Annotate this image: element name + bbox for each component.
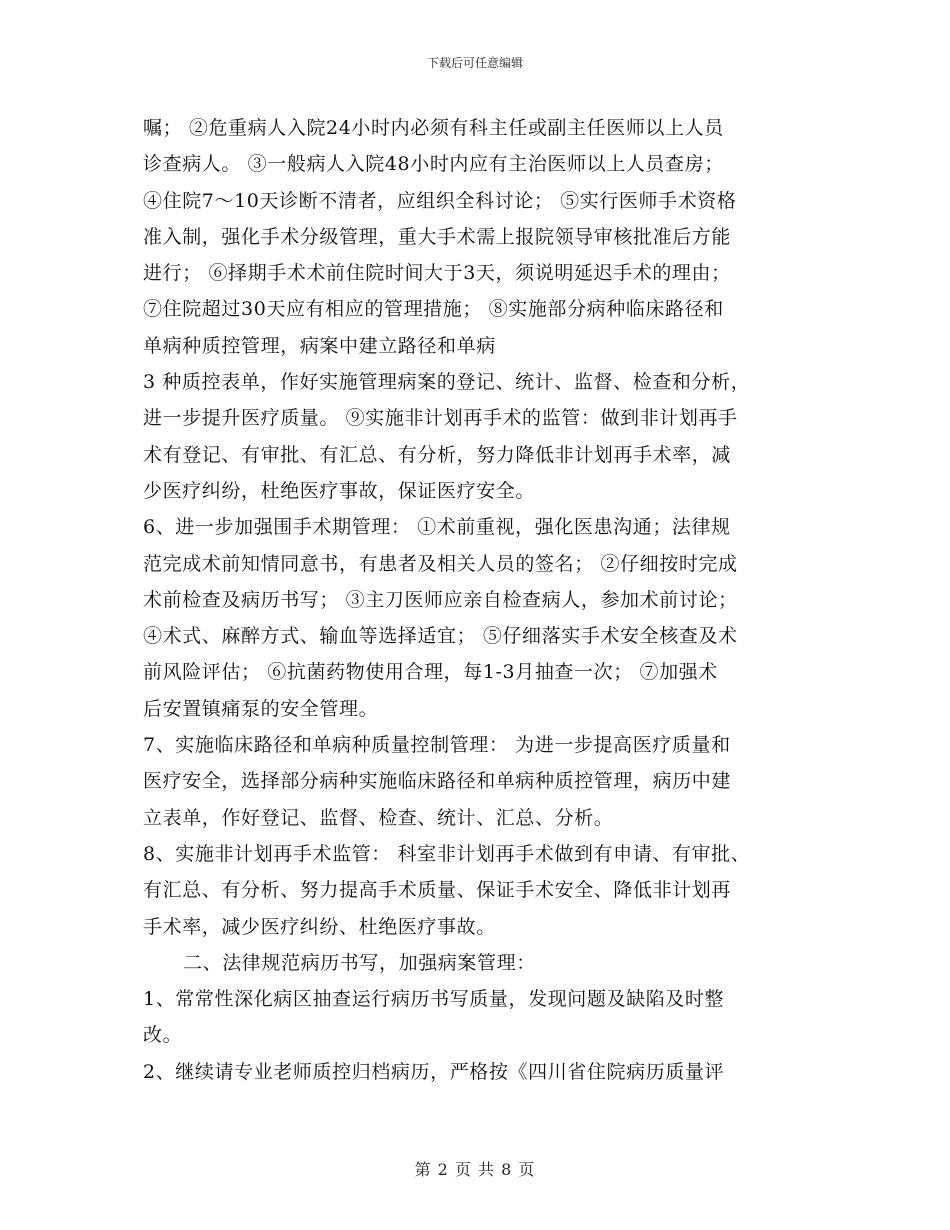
- body-line: 诊查病人。 ③一般病人入院48小时内应有主治医师以上人员查房；: [143, 153, 724, 176]
- body-line: 医疗安全，选择部分病种实施临床路径和单病种质控管理，病历中建: [143, 770, 732, 793]
- body-line: 嘱； ②危重病人入院24小时内必须有科主任或副主任医师以上人员: [143, 117, 724, 139]
- document-body: [143, 110, 813, 1090]
- body-line: 8、实施非计划再手术监管： 科室非计划再手术做到有申请、有审批、: [143, 842, 751, 865]
- body-line: 进一步提升医疗质量。 ⑨实施非计划再手术的监管：做到非计划再手: [143, 407, 738, 430]
- body-line: ⑦住院超过30天应有相应的管理措施； ⑧实施部分病种临床路径和: [143, 298, 724, 321]
- section-heading: 二、法律规范病历书写，加强病案管理：: [183, 951, 536, 974]
- body-line: 改。: [143, 1024, 183, 1047]
- page-header: 下载后可任意编辑: [426, 56, 523, 70]
- body-line: 后安置镇痛泵的安全管理。: [143, 697, 379, 720]
- body-line: 术前检查及病历书写； ③主刀医师应亲自检查病人，参加术前讨论；: [143, 588, 738, 611]
- body-line: ④住院7～10天诊断不清者，应组织全科讨论； ⑤实行医师手术资格: [143, 189, 737, 212]
- body-line: 手术率，减少医疗纠纷、杜绝医疗事故。: [143, 915, 496, 938]
- body-line: 7、实施临床路径和单病种质量控制管理： 为进一步提高医疗质量和: [143, 734, 731, 757]
- body-line: 3 种质控表单，作好实施管理病案的登记、统计、监督、检查和分析，: [143, 371, 751, 394]
- body-line: ④术式、麻醉方式、输血等选择适宜； ⑤仔细落实手术安全核查及术: [143, 625, 738, 648]
- body-line: 范完成术前知情同意书，有患者及相关人员的签名； ②仔细按时完成: [143, 552, 738, 575]
- body-line: 2、继续请专业老师质控归档病历，严格按《四川省住院病历质量评: [143, 1060, 725, 1083]
- body-line: 少医疗纠纷，杜绝医疗事故，保证医疗安全。: [143, 479, 536, 502]
- body-line: 前风险评估； ⑥抗菌药物使用合理，每1-3月抽查一次； ⑦加强术: [143, 661, 718, 684]
- body-line: 进行； ⑥择期手术术前住院时间大于3天，须说明延迟手术的理由；: [143, 262, 731, 285]
- body-line: 6、进一步加强围手术期管理： ①术前重视，强化医患沟通；法律规: [143, 516, 731, 539]
- body-line: 有汇总、有分析、努力提高手术质量、保证手术安全、降低非计划再: [143, 879, 732, 902]
- body-line: 准入制，强化手术分级管理，重大手术需上报院领导审核批准后方能: [143, 225, 732, 248]
- body-line: 1、常常性深化病区抽查运行病历书写质量，发现问题及缺陷及时整: [143, 988, 725, 1011]
- body-line: 立表单，作好登记、监督、检查、统计、汇总、分析。: [143, 806, 614, 829]
- body-line: 单病种质控管理，病案中建立路径和单病: [143, 334, 496, 357]
- body-line: 术有登记、有审批、有汇总、有分析，努力降低非计划再手术率，减: [143, 443, 732, 466]
- page-number-footer: 第 2 页 共 8 页: [414, 1160, 536, 1179]
